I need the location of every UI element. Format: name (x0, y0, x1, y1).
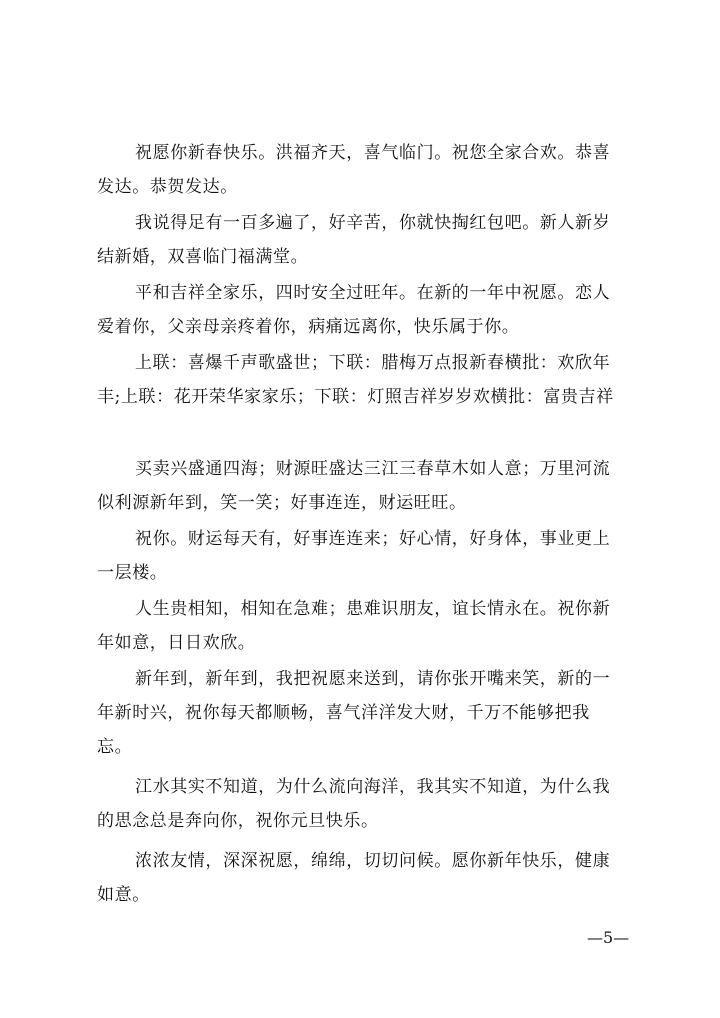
paragraph-5: 买卖兴盛通四海；财源旺盛达三江三春草木如人意；万里河流似利源新年到，笑一笑；好事连连，财运旺旺。 (97, 459, 611, 513)
paragraph-8: 新年到，新年到，我把祝愿来送到，请你张开嘴来笑，新的一年新时兴，祝你每天都顺畅，喜气洋洋发大财，千万不能够把我忘。 (97, 669, 611, 757)
paragraph-10: 浓浓友情，深深祝愿，绵绵，切切问候。愿你新年快乐，健康如意。 (97, 851, 611, 905)
paragraph-9: 江水其实不知道，为什么流向海洋，我其实不知道，为什么我的思念总是奔向你，祝你元旦快乐。 (97, 777, 611, 831)
paragraph-2: 我说得足有一百多遍了，好辛苦，你就快掏红包吧。新人新岁结新婚，双喜临门福满堂。 (97, 213, 611, 267)
paragraph-7: 人生贵相知，相知在急难；患难识朋友，谊长情永在。祝你新年如意，日日欢欣。 (97, 599, 611, 653)
paragraph-4: 上联：喜爆千声歌盛世；下联：腊梅万点报新春横批：欢欣年丰;上联：花开荣华家家乐；下联：灯照吉祥岁岁欢横批：富贵吉祥 (97, 353, 614, 407)
paragraph-3: 平和吉祥全家乐，四时安全过旺年。在新的一年中祝愿。恋人爱着你，父亲母亲疼着你，病痛远离你，快乐属于你。 (97, 283, 611, 337)
paragraph-6: 祝你。财运每天有，好事连连来；好心情，好身体，事业更上一层楼。 (97, 529, 611, 583)
page-number: —5— (587, 928, 630, 947)
paragraph-1: 祝愿你新春快乐。洪福齐天，喜气临门。祝您全家合欢。恭喜发达。恭贺发达。 (97, 143, 611, 197)
